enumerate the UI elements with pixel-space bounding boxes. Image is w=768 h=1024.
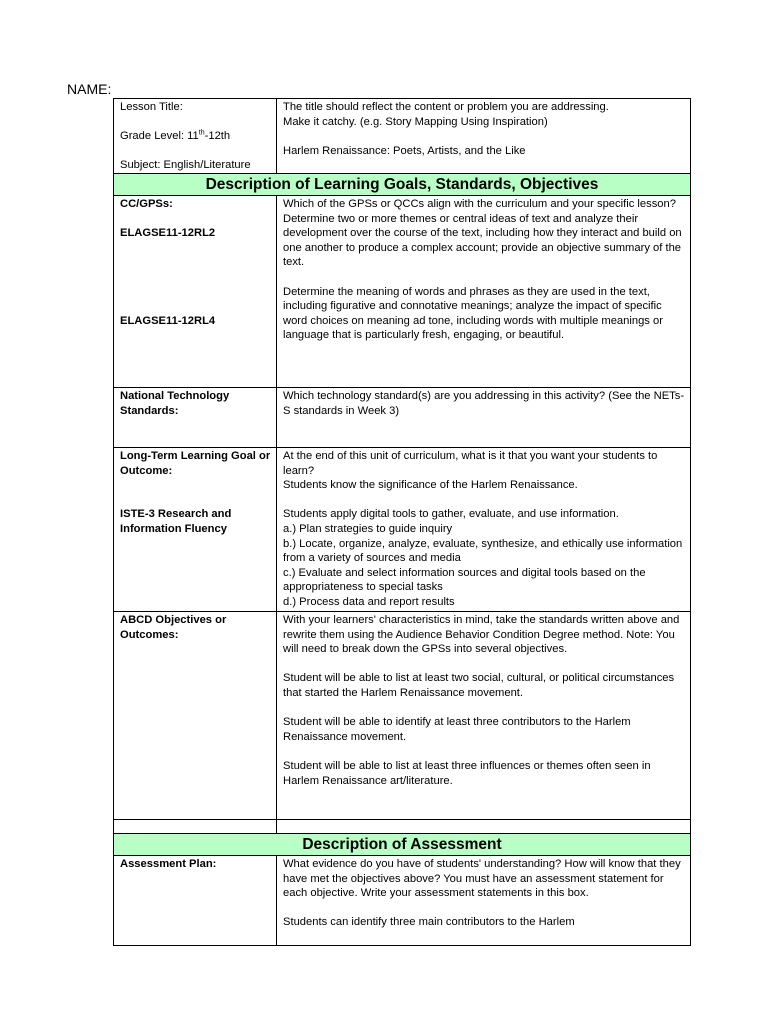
spacer-cell-2 xyxy=(277,820,691,834)
assessment-answer: Students can identify three main contributors to the Harlem xyxy=(283,916,575,929)
iste-item-c: c.) Evaluate and select information sources and digital tools based on the appropriateness to special tasks xyxy=(283,566,646,594)
lesson-title-cell xyxy=(277,99,691,174)
standard-rl2: ELAGSE11-12RL2 xyxy=(120,227,216,240)
iste-intro: Students apply digital tools to gather, evaluate, and use information. xyxy=(283,508,619,521)
objective-3: Student will be able to list at least three influences or themes often seen in Harlem Renaissance art/literature. xyxy=(283,759,651,787)
long-term-label-cell xyxy=(114,448,277,612)
rl2-text: Determine two or more themes or central ideas of text and analyze their development over the course of the text, including how they interact and build on one another to produce a complex account; provide an objective summary of the text. xyxy=(283,212,682,269)
goals-section-heading: Description of Learning Goals, Standards, Objectives xyxy=(114,174,691,196)
lesson-plan-table xyxy=(113,98,691,946)
grade-level-sup: th xyxy=(198,129,205,137)
ccgps-text-cell xyxy=(277,196,691,388)
standard-rl4: ELAGSE11-12RL4 xyxy=(120,314,216,327)
spacer-cell-1 xyxy=(114,820,277,834)
title-instructions-2: Make it catchy. (e.g. Story Mapping Using Inspiration) xyxy=(283,115,548,128)
iste-item-b: b.) Locate, organize, analyze, evaluate, synthesize, and ethically use information from a variety of sources and media xyxy=(283,537,683,565)
assessment-label-cell xyxy=(114,856,277,946)
assessment-question: What evidence do you have of students' understanding? How will know that they have met the objectives above? You must have an assessment statement for each objective. Write your assessment statements in this box. xyxy=(283,858,681,900)
iste-3-label: ISTE-3 Research and Information Fluency xyxy=(120,508,232,535)
subject-label: Subject: English/Literature xyxy=(120,159,251,172)
long-term-goal-row xyxy=(114,448,691,612)
ccgps-label-cell xyxy=(114,196,277,388)
long-term-goal-label: Long-Term Learning Goal or Outcome: xyxy=(120,450,271,477)
tech-text-cell xyxy=(277,388,691,448)
assessment-section-heading: Description of Assessment xyxy=(114,834,691,856)
ccgps-question: Which of the GPSs or QCCs align with the curriculum and your specific lesson? xyxy=(283,198,676,210)
goals-banner-row xyxy=(114,174,691,196)
name-label: NAME: xyxy=(67,81,112,97)
lesson-title-value: Harlem Renaissance: Poets, Artists, and the Like xyxy=(283,144,526,157)
tech-standards-row xyxy=(114,388,691,448)
grade-level-label: Grade Level: 11th-12th xyxy=(120,129,231,143)
abcd-label-cell xyxy=(114,612,277,820)
objective-1: Student will be able to list at least two social, cultural, or political circumstances that started the Harlem Renaissance movement. xyxy=(283,672,675,699)
tech-label-cell xyxy=(114,388,277,448)
long-term-answer: Students know the significance of the Harlem Renaissance. xyxy=(283,479,578,492)
assessment-plan-row xyxy=(114,856,691,946)
abcd-intro: With your learners' characteristics in mind, take the standards written above and rewrite them using the Audience Behavior Condition Degree method. Note: You will need to break down the GPSs into several objectives. xyxy=(283,614,680,656)
assessment-text-cell xyxy=(277,856,691,946)
iste-item-d: d.) Process data and report results xyxy=(283,595,455,608)
lesson-meta-cell xyxy=(114,99,277,174)
ccgps-label: CC/GPSs: xyxy=(120,198,173,210)
lesson-title-label: Lesson Title: xyxy=(120,101,183,113)
ccgps-row xyxy=(114,196,691,388)
objective-2: Student will be able to identify at least three contributors to the Harlem Renaissance movement. xyxy=(283,716,631,743)
iste-item-a: a.) Plan strategies to guide inquiry xyxy=(283,522,453,535)
abcd-row xyxy=(114,612,691,820)
abcd-text-cell xyxy=(277,612,691,820)
abcd-label: ABCD Objectives or Outcomes: xyxy=(120,614,227,641)
tech-standards-label: National Technology Standards: xyxy=(120,390,230,417)
long-term-question: At the end of this unit of curriculum, what is it that you want your students to learn? xyxy=(283,450,658,477)
long-term-text-cell xyxy=(277,448,691,612)
lesson-header-row xyxy=(114,99,691,174)
assessment-banner-row xyxy=(114,834,691,856)
assessment-plan-label: Assessment Plan: xyxy=(120,858,217,870)
tech-standards-text: Which technology standard(s) are you addressing in this activity? (See the NETs-S standards in Week 3) xyxy=(283,390,685,417)
title-instructions-1: The title should reflect the content or problem you are addressing. xyxy=(283,101,609,113)
rl4-text: Determine the meaning of words and phrases as they are used in the text, including figurative and connotative meanings; analyze the impact of specific word choices on meaning ad tone, including words with multiple meanings or language that is particularly fresh, engaging, or beautiful. xyxy=(283,285,663,342)
spacer-row xyxy=(114,820,691,834)
